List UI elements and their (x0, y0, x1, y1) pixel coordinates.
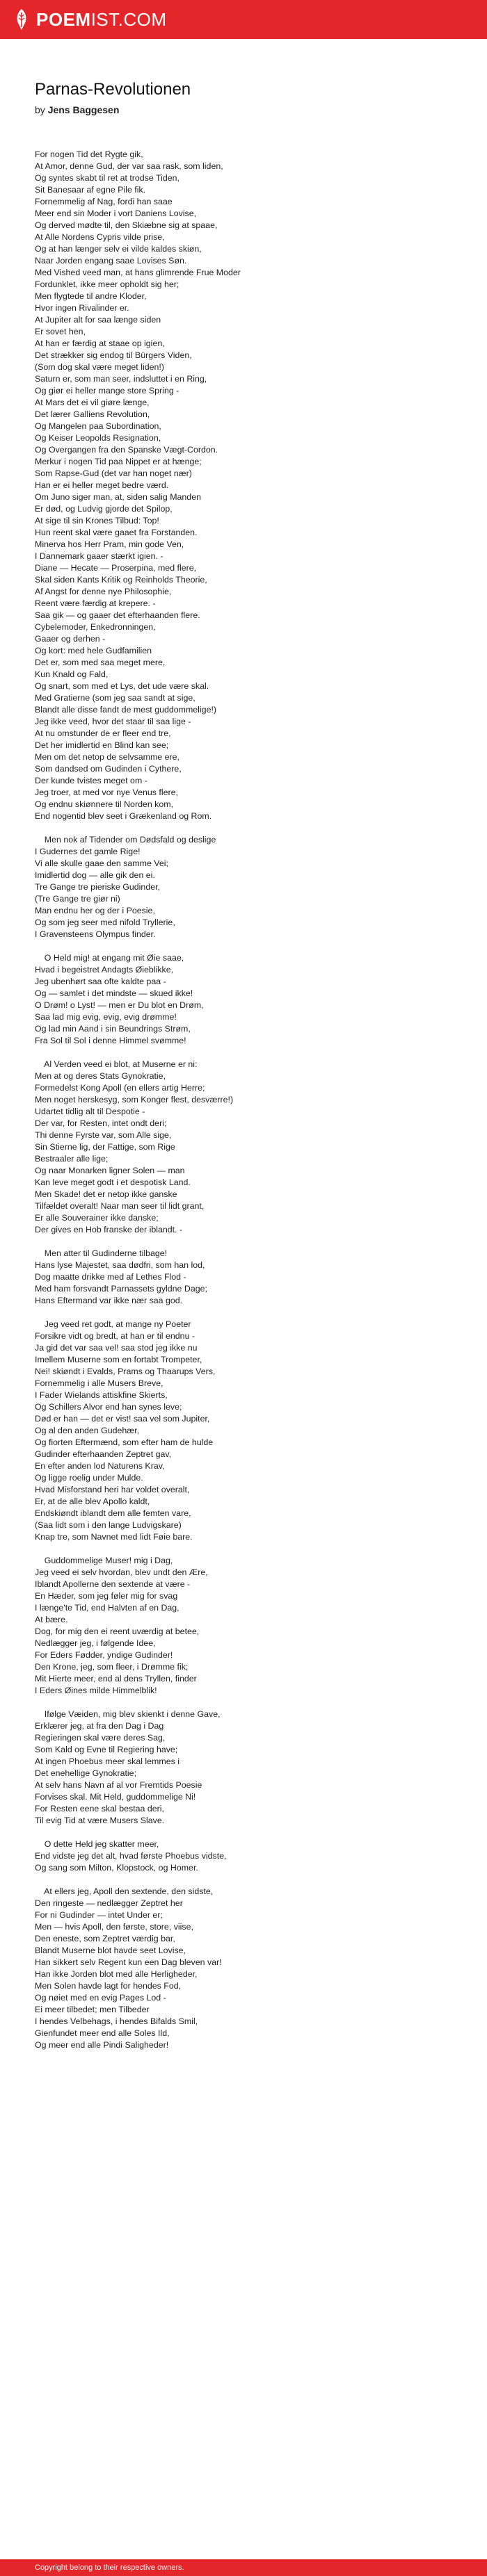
poem-line: Regieringen skal være deres Sag, (35, 1733, 166, 1743)
poem-line: End nogentid blev seet i Grækenland og Rom. (35, 811, 212, 821)
logo-bold-text: POEM (36, 9, 91, 30)
poem-line: Men om det netop de selvsamme ere, (35, 752, 179, 762)
poem-line: Endskiøndt iblandt dem alle femten vare, (35, 1508, 191, 1518)
poem-line: Hvad Misforstand heri har voldet overalt, (35, 1485, 190, 1494)
by-label: by (35, 104, 45, 115)
poem-line: Er alle Souverainer ikke danske; (35, 1213, 159, 1223)
poem-line: Gudinder efterhaanden Zeptret gav, (35, 1449, 172, 1459)
poem-line: Hun reent skal være gaaet fra Forstanden. (35, 528, 198, 537)
poem-line: Vi alle skulle gaae den samme Vei; (35, 858, 168, 868)
poem-line: End vidste jeg det alt, hvad første Phoebus vidste, (35, 1851, 227, 1861)
poem-line: At ellers jeg, Apoll den sextende, den sidste, (35, 1886, 214, 1896)
author-link[interactable]: Jens Baggesen (47, 104, 120, 115)
poem-line: For nogen Tid det Rygte gik, (35, 149, 143, 159)
poem-line: Og Overgangen fra den Spanske Vægt-Cordon. (35, 445, 218, 455)
poem-line: Der var, for Resten, intet ondt deri; (35, 1118, 167, 1128)
poem-line: Hans lyse Majestet, saa dødfri, som han lod, (35, 1260, 205, 1270)
poem-line: At nu omstunder de er fleer end tre, (35, 728, 171, 738)
poem-line: Han er ei heller meget bedre værd. (35, 480, 169, 490)
poem-line: Men atter til Gudinderne tilbage! (35, 1248, 168, 1258)
poem-line: At han er færdig at staae op igien, (35, 339, 165, 348)
poem-line: Er død, og Ludvig gjorde det Spilop, (35, 504, 173, 514)
poem-line: Og snart, som med et Lys, det ude være skal. (35, 681, 209, 691)
quill-icon (14, 8, 29, 31)
poem-line: Erklærer jeg, at fra den Dag i Dag (35, 1721, 164, 1731)
poem-line: Guddommelige Muser! mig i Dag, (35, 1556, 173, 1565)
poem-line: Ei meer tilbedet; men Tilbeder (35, 2005, 150, 2014)
poem-line: Fornemmelig i alle Musers Breve, (35, 1378, 163, 1388)
poem-line: Sin Stierne lig, der Fattige, som Rige (35, 1142, 175, 1152)
poem-line: Men Solen havde lagt for hendes Fod, (35, 1981, 182, 1991)
poem-line: I længe'te Tid, end Halvten af en Dag, (35, 1603, 179, 1613)
poem-line: Det er, som med saa meget mere, (35, 658, 166, 667)
stanza (35, 1059, 452, 1236)
poem-line: Gienfundet meer end alle Soles Ild, (35, 2028, 170, 2038)
poem-line: At Amor, denne Gud, der var saa rask, som liden, (35, 161, 223, 171)
stanza (35, 1319, 452, 1543)
poem-line: Og meer end alle Pindi Saligheder! (35, 2040, 169, 2050)
poem-line: Og ligge roelig under Mulde. (35, 1473, 143, 1483)
poem-line: Han sikkert selv Regent kun een Dag bleven var! (35, 1957, 222, 1967)
poem-line: For ni Gudinder — intet Under er; (35, 1910, 163, 1920)
poem-line: Og syntes skabt til ret at trodse Tiden, (35, 173, 179, 183)
stanza (35, 1886, 452, 2051)
poem-line: Skal siden Kants Kritik og Reinholds Theorie, (35, 575, 207, 585)
poem-line: Og fiorten Eftermænd, som efter ham de hulde (35, 1437, 214, 1447)
poem-line: I Dannemark gaaer stærkt igien. - (35, 551, 163, 561)
poem-line: For Resten eene skal bestaa deri, (35, 1804, 164, 1813)
poem-line: Saa gik — og gaaer det efterhaanden flere. (35, 610, 200, 620)
poem-line: At sige til sin Krones Tilbud: Top! (35, 516, 159, 525)
poem-line: Og Schillers Alvor end han synes leve; (35, 1402, 182, 1412)
site-footer (0, 2559, 487, 2576)
stanza (35, 1555, 452, 1697)
poem-line: Imidlertid dog — alle gik den ei. (35, 870, 155, 880)
poem-line: Og lad min Aand i sin Beundrings Strøm, (35, 1024, 191, 1034)
poem-line: Om Juno siger man, at, siden salig Manden (35, 492, 201, 502)
poem-line: Al Verden veed ei blot, at Muserne er ni: (35, 1059, 198, 1069)
poem-line: Jeg veed ret godt, at mange ny Poeter (35, 1319, 191, 1329)
stanza (35, 952, 452, 1047)
poem-line: Minerva hos Herr Pram, min gode Ven, (35, 539, 184, 549)
poem-content (35, 79, 452, 2063)
poem-line: Som Rapse-Gud (det var han noget nær) (35, 468, 192, 478)
poem-line: Den ringeste — nedlægger Zeptret her (35, 1898, 183, 1908)
poem-line: Og derved mødte til, den Skiæbne sig at spaae, (35, 220, 218, 230)
poem-line: Men at og deres Stats Gynokratie, (35, 1071, 166, 1081)
poem-line: Saa lad mig evig, evig, evig drømme! (35, 1012, 177, 1022)
poem-line: Knap tre, som Navnet med lidt Føie bare. (35, 1532, 193, 1542)
poem-line: Cybelemoder, Enkedronningen, (35, 622, 156, 632)
poem-line: O Drøm! o Lyst! — men er Du blot en Drøm, (35, 1000, 204, 1010)
poem-line: Tre Gange tre pieriske Gudinder, (35, 882, 160, 892)
poem-line: Er sovet hen, (35, 327, 86, 336)
poem-line: Det lærer Galliens Revolution, (35, 409, 150, 419)
poem-line: Kun Knald og Fald, (35, 669, 109, 679)
poem-line: (Tre Gange tre giør ni) (35, 894, 120, 904)
poem-line: Og Keiser Leopolds Resignation, (35, 433, 161, 443)
poem-line: At Jupiter alt for saa længe siden (35, 315, 161, 325)
poem-line: Og kort: med hele Gudfamilien (35, 646, 152, 655)
poem-line: Mit Hierte meer, end al dens Tryllen, finder (35, 1674, 197, 1684)
poem-line: Og giør ei heller mange store Spring - (35, 386, 179, 396)
poem-line: Og — samlet i det mindste — skued ikke! (35, 988, 193, 998)
poem-line: Man endnu her og der i Poesie, (35, 906, 155, 915)
poem-line: At Alle Nordens Cypris vilde prise, (35, 232, 165, 242)
poem-line: Blandt Muserne blot havde seet Lovise, (35, 1946, 186, 1955)
poem-line: Jeg ubenhørt saa ofte kaldte paa - (35, 977, 166, 986)
poem-line: Dog maatte drikke med af Lethes Flod - (35, 1272, 186, 1282)
stanza (35, 834, 452, 940)
poem-line: Men Skade! det er netop ikke ganske (35, 1189, 177, 1199)
site-logo[interactable] (14, 7, 167, 32)
poem-line: Til evig Tid at være Musers Slave. (35, 1816, 165, 1825)
poem-line: Men noget herskesyg, som Konger flest, desværre!) (35, 1095, 234, 1104)
stanza (35, 1839, 452, 1874)
poem-line: Nedlægger jeg, i følgende Idee, (35, 1638, 156, 1648)
poem-line: Der kunde tvistes meget om - (35, 776, 147, 785)
poem-line: Hans Eftermand var ikke nær saa god. (35, 1296, 183, 1305)
poem-line: Fra Sol til Sol i denne Himmel svømme! (35, 1036, 186, 1045)
poem-line: Saturn er, som man seer, indsluttet i en Ring, (35, 374, 207, 384)
poem-line: Fordunklet, ikke meer opholdt sig her; (35, 279, 179, 289)
logo-light-text: IST.COM (90, 9, 167, 30)
poem-line: At bære. (35, 1615, 68, 1624)
poem-line: Formedelst Kong Apoll (en ellers artig Herre; (35, 1083, 205, 1093)
poem-line: I Gravensteens Olympus finder. (35, 929, 156, 939)
poem-line: Jeg veed ei selv hvordan, blev undt den Ære, (35, 1567, 208, 1577)
poem-line: Forsikre vidt og bredt, at han er til endnu - (35, 1331, 195, 1341)
poem-line: Blandt alle disse fandt de mest guddommelige!) (35, 705, 217, 715)
poem-line: Sit Banesaar af egne Pile fik. (35, 185, 146, 195)
site-logo-text (36, 10, 167, 28)
poem-line: Og nøiet med en evig Pages Lod - (35, 1993, 166, 2003)
poem-line: Hvor ingen Rivalinder er. (35, 303, 129, 313)
poem-line: Som dandsed om Gudinden i Cythere, (35, 764, 182, 774)
poem-line: En Hæder, som jeg føler mig for svag (35, 1591, 178, 1601)
poem-line: Og naar Monarken ligner Solen — man (35, 1166, 185, 1175)
poem-line: Naar Jorden engang saae Lovises Søn. (35, 256, 187, 266)
poem-line: Og Mangelen paa Subordination, (35, 421, 161, 431)
poem-line: I Fader Wielands attiskfine Skierts, (35, 1390, 168, 1400)
poem-line: Merkur i nogen Tid paa Nippet er at hænge; (35, 457, 202, 466)
poem-line: I Gudernes det gamle Rige! (35, 847, 141, 856)
poem-line: Han ikke Jorden blot med alle Herligheder, (35, 1969, 198, 1979)
byline (35, 103, 452, 117)
poem-line: Nei! skiøndt i Evalds, Prams og Thaarups Vers, (35, 1367, 216, 1376)
poem-line: For Eders Fødder, yndige Gudinder! (35, 1650, 173, 1660)
poem-line: Bestraaler alle lige; (35, 1154, 109, 1164)
poem-line: Meer end sin Moder i vort Daniens Lovise, (35, 209, 197, 218)
poem-line: Og som jeg seer med nifold Tryllerie, (35, 918, 175, 927)
poem-line: Udartet tidlig alt til Despotie - (35, 1107, 145, 1116)
poem-line: Af Angst for denne nye Philosophie, (35, 587, 172, 596)
poem-line: Ja gid det var saa vel! saa stod jeg ikke nu (35, 1343, 198, 1353)
poem-line: I Eders Øines milde Himmelblik! (35, 1686, 157, 1695)
poem-line: Død er han — det er vist! saa vel som Jupiter, (35, 1414, 210, 1424)
poem-line: Den Krone, jeg, som fleer, i Drømme fik; (35, 1662, 189, 1672)
poem-line: Reent være færdig at krepere. - (35, 598, 156, 608)
poem-line: Tilfældet overalt! Naar man seer til lidt grant, (35, 1201, 205, 1211)
site-header (0, 0, 487, 39)
poem-line: O dette Held jeg skatter meer, (35, 1839, 159, 1849)
poem-line: Diane — Hecate — Proserpina, med flere, (35, 563, 197, 573)
poem-line: At selv hans Navn af al vor Fremtids Poesie (35, 1780, 202, 1790)
poem-line: Og endnu skiønnere til Norden kom, (35, 799, 174, 809)
poem-line: Som Kald og Evne til Regiering have; (35, 1745, 178, 1754)
stanza (35, 1709, 452, 1827)
poem-line: Fornemmelig af Nag, fordi han saae (35, 197, 173, 206)
poem-line: Thi denne Fyrste var, som Alle sige, (35, 1130, 172, 1140)
poem-line: Imellem Muserne som en fortabt Trompeter, (35, 1355, 202, 1364)
poem-line: At ingen Phoebus meer skal lemmes i (35, 1756, 179, 1766)
poem-line: Iblandt Apollerne den sextende at være - (35, 1579, 191, 1589)
poem-line: Den eneste, som Zeptret værdig bar, (35, 1934, 175, 1943)
poem-line: At Mars det ei vil giøre længe, (35, 398, 150, 407)
poem-line: Men nok af Tidender om Dødsfald og deslige (35, 835, 216, 845)
poem-line: Det enehellige Gynokratie; (35, 1768, 137, 1778)
poem-line: Gaaer og derhen - (35, 634, 106, 644)
poem-line: Jeg ikke veed, hvor det staar til saa lige - (35, 717, 191, 726)
poem-line: En efter anden lod Naturens Krav, (35, 1461, 165, 1471)
poem-line: O Held mig! at engang mit Øie saae, (35, 953, 184, 963)
poem-line: Men flygtede til andre Kloder, (35, 291, 147, 301)
poem-line: Og sang som Milton, Klopstock, og Homer. (35, 1863, 198, 1873)
poem-line: Det strækker sig endog til Bürgers Viden, (35, 350, 192, 360)
poem-line: Men — hvis Apoll, den første, store, viise, (35, 1922, 193, 1932)
poem-line: Med ham forsvandt Parnassets gyldne Dage; (35, 1284, 207, 1294)
poem-line: I hendes Velbehags, i hendes Bifalds Smil, (35, 2016, 198, 2026)
poem-line: Og at han længer selv ei vilde kaldes skiøn, (35, 244, 202, 254)
poem-line: Og al den anden Gudehær, (35, 1426, 140, 1435)
poem-line: Ifølge Væiden, mig blev skienkt i denne Gave, (35, 1709, 221, 1719)
poem-line: Forvises skal. Mit Held, guddommelige Ni! (35, 1792, 196, 1802)
poem-line: Det her imidlertid en Blind kan see; (35, 740, 169, 750)
copyright-text: Copyright belong to their respective owners. (35, 2563, 184, 2572)
poem-line: Med Gratierne (som jeg saa sandt at sige, (35, 693, 195, 703)
poem-line: Der gives en Hob franske der iblandt. - (35, 1225, 183, 1234)
poem-line: (Saa lidt som i den lange Ludvigskare) (35, 1520, 182, 1530)
poem-body (35, 149, 452, 2051)
poem-line: Jeg troer, at med vor nye Venus flere, (35, 788, 178, 797)
poem-title: Parnas-Revolutionen (35, 80, 191, 99)
poem-line: Med Vished veed man, at hans glimrende Frue Moder (35, 268, 241, 277)
poem-line: (Som dog skal være meget liden!) (35, 362, 164, 372)
stanza (35, 149, 452, 822)
poem-line: Dog, for mig den ei reent uværdig at betee, (35, 1627, 200, 1636)
poem-line: Kan leve meget godt i et despotisk Land. (35, 1177, 191, 1187)
stanza (35, 1248, 452, 1307)
poem-line: Hvad i begeistret Andagts Øieblikke, (35, 965, 174, 975)
poem-line: Er, at de alle blev Apollo kaldt, (35, 1497, 150, 1506)
